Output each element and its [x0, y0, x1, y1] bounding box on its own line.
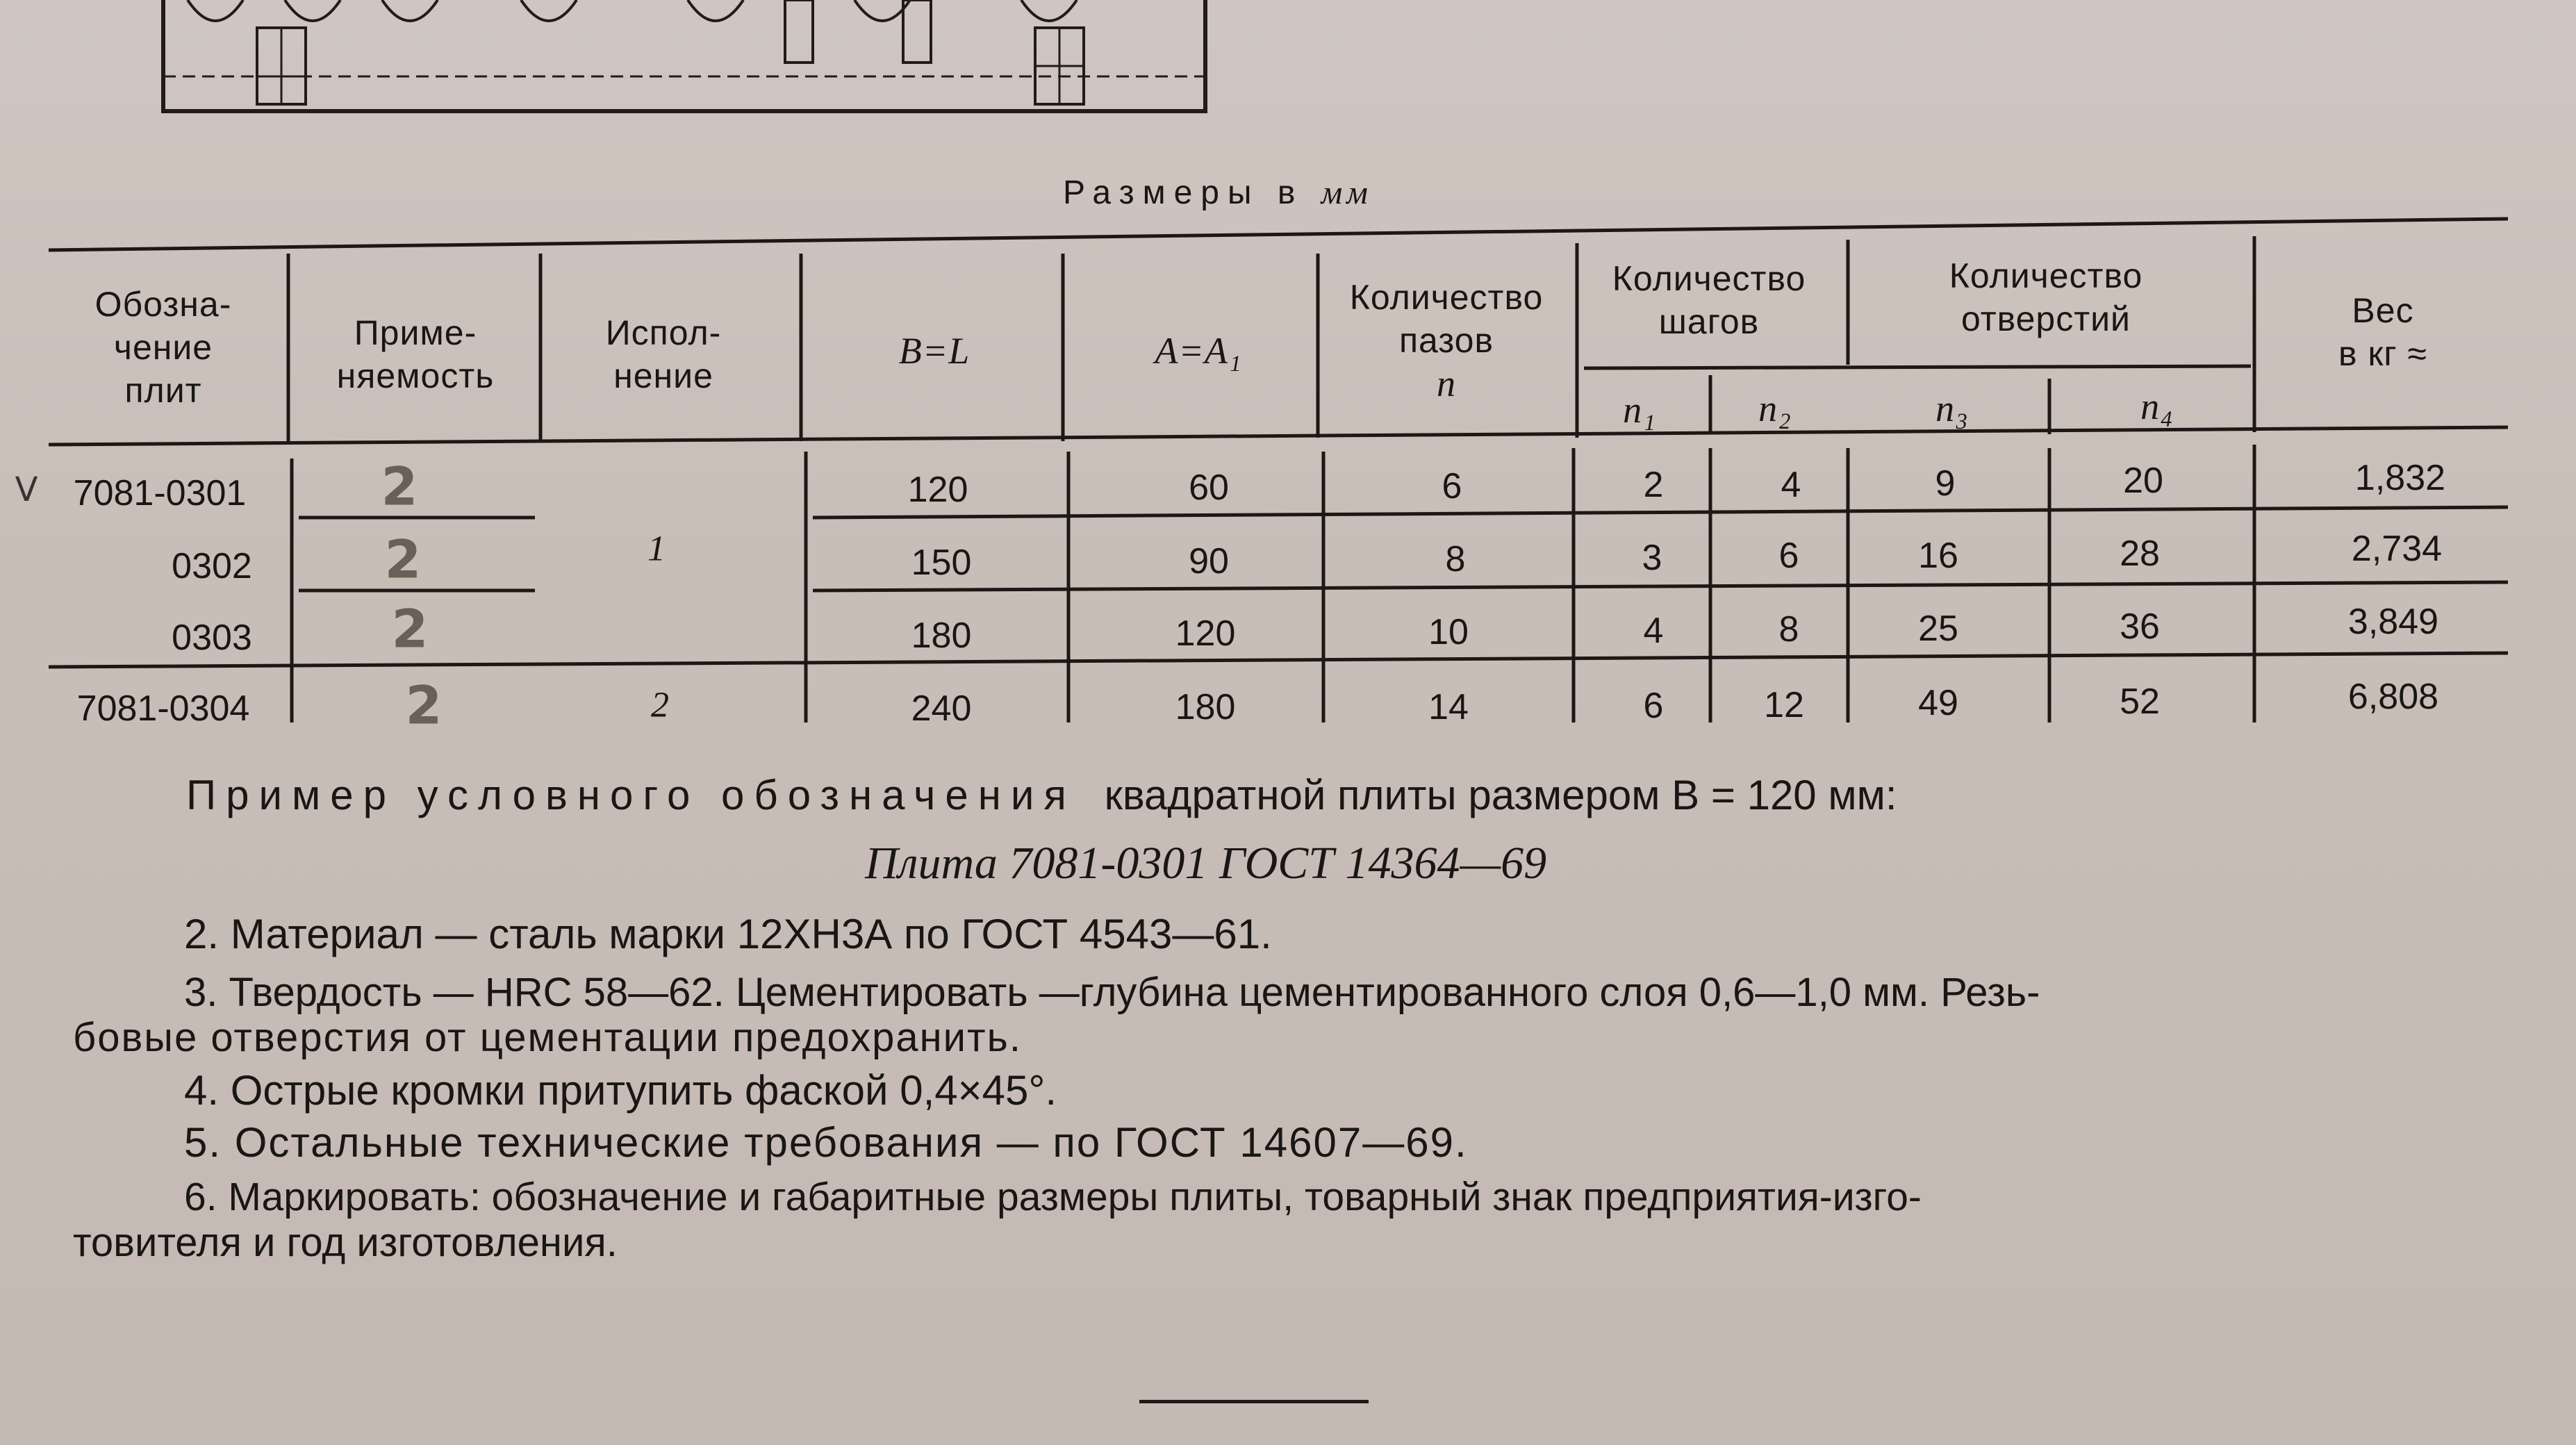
header-version: [606, 311, 722, 397]
row3-n1: 4: [1643, 611, 1664, 651]
row1-aa1: 60: [1189, 468, 1229, 508]
row1-weight: 1,832: [2354, 458, 2446, 498]
header-weight: [2338, 289, 2427, 375]
note-3-cont: бовые отверстия от цементации предохранить.: [73, 1015, 1022, 1060]
header-applicability: [337, 311, 495, 397]
row-group-version-1: 1: [647, 529, 666, 569]
header-holes: [1949, 254, 2143, 340]
caption-unit: мм: [1321, 174, 1372, 211]
row3-weight: 3,849: [2347, 602, 2439, 642]
header-weight-line1: Вес: [2352, 291, 2414, 330]
header-steps: [1612, 257, 1806, 343]
header-steps-line1: Количество: [1612, 259, 1806, 298]
header-b-l: B=L: [898, 330, 971, 372]
note-6: 6. Маркировать: обозначение и габаритные размеры плиты, товарный знак предприятия-изго-: [184, 1175, 1922, 1219]
row-group-version-2: 2: [651, 685, 669, 725]
row2-n1: 3: [1642, 538, 1662, 578]
header-designation-line2: чение: [113, 328, 213, 367]
header-n1: n₁: [1623, 389, 1656, 431]
header-n2: n₂: [1758, 388, 1792, 429]
row4-weight: 6,808: [2347, 677, 2439, 717]
header-slots-line1: Количество: [1349, 278, 1544, 317]
row3-n4: 36: [2120, 606, 2160, 647]
row2-designation: 0302: [172, 546, 252, 586]
header-holes-line1: Количество: [1949, 256, 2143, 295]
closing-rule: [1139, 1400, 1369, 1403]
caption-label: Размеры в: [1063, 174, 1304, 211]
row1-bl: 120: [907, 470, 968, 510]
row4-aa1: 180: [1175, 687, 1236, 727]
note-5: 5. Остальные технические требования — по ГОСТ 14607—69.: [184, 1119, 1468, 1166]
row3-n2: 8: [1778, 609, 1799, 650]
header-applicability-line1: Приме-: [354, 313, 477, 352]
header-version-line2: нение: [613, 356, 713, 395]
row2-aa1: 90: [1189, 541, 1229, 581]
header-applicability-line2: няемость: [336, 356, 495, 395]
header-steps-line2: шагов: [1658, 302, 1760, 341]
example-line: [186, 771, 1897, 819]
row1-applicability: 2: [381, 455, 418, 518]
row2-weight: 2,734: [2351, 529, 2443, 569]
header-designation: [95, 283, 232, 412]
row4-n1: 6: [1643, 686, 1664, 726]
row2-n2: 6: [1778, 536, 1799, 576]
row4-n2: 12: [1764, 685, 1804, 725]
row1-n3: 9: [1935, 463, 1956, 504]
row1-n1: 2: [1643, 465, 1664, 505]
row2-applicability: 2: [384, 528, 422, 591]
row4-designation: 7081-0304: [76, 688, 250, 729]
example-title: Пример условного обозначения: [186, 772, 1076, 818]
header-a-a1: A=A₁: [1155, 330, 1242, 372]
row1-designation: 7081-0301: [73, 473, 247, 513]
row2-n: 8: [1445, 539, 1466, 579]
row1-n: 6: [1442, 466, 1462, 506]
header-slots: [1350, 276, 1544, 405]
example-rest: квадратной плиты размером B = 120 мм:: [1104, 772, 1897, 818]
note-2: 2. Материал — сталь марки 12ХН3А по ГОСТ 4543—61.: [184, 911, 1272, 957]
row3-n: 10: [1428, 612, 1469, 652]
note-4: 4. Острые кромки притупить фаской 0,4×45°.: [184, 1067, 1057, 1114]
row3-bl: 180: [911, 616, 972, 656]
example-code: Плита 7081-0301 ГОСТ 14364—69: [865, 838, 1547, 889]
row3-aa1: 120: [1175, 613, 1236, 654]
header-designation-line1: Обозна-: [94, 285, 232, 324]
note-3: 3. Твердость — HRC 58—62. Цементировать —глубина цементированного слоя 0,6—1,0 мм. Резь-: [184, 970, 2040, 1015]
row1-n2: 4: [1781, 465, 1801, 505]
header-designation-line3: плит: [124, 371, 202, 410]
row3-designation: 0303: [172, 618, 252, 658]
row3-applicability: 2: [391, 597, 429, 660]
check-mark: V: [15, 470, 38, 509]
header-n3: n₃: [1935, 388, 1969, 429]
row2-bl: 150: [911, 543, 972, 583]
row4-n: 14: [1428, 687, 1469, 727]
header-version-line1: Испол-: [605, 313, 722, 352]
header-weight-line2: в кг ≈: [2338, 334, 2427, 373]
header-slots-symbol: n: [1436, 363, 1456, 404]
row4-n3: 49: [1918, 683, 1958, 723]
row4-applicability: 2: [405, 674, 443, 736]
header-slots-line2: пазов: [1398, 321, 1494, 360]
row1-n4: 20: [2123, 461, 2163, 501]
header-holes-line2: отверстий: [1960, 299, 2131, 338]
header-n4: n₄: [2140, 386, 2174, 427]
row4-bl: 240: [911, 688, 972, 729]
row2-n4: 28: [2120, 534, 2160, 574]
row4-n4: 52: [2120, 682, 2160, 722]
row2-n3: 16: [1918, 536, 1958, 576]
note-6-cont: товителя и год изготовления.: [73, 1220, 618, 1265]
row3-n3: 25: [1918, 609, 1958, 649]
